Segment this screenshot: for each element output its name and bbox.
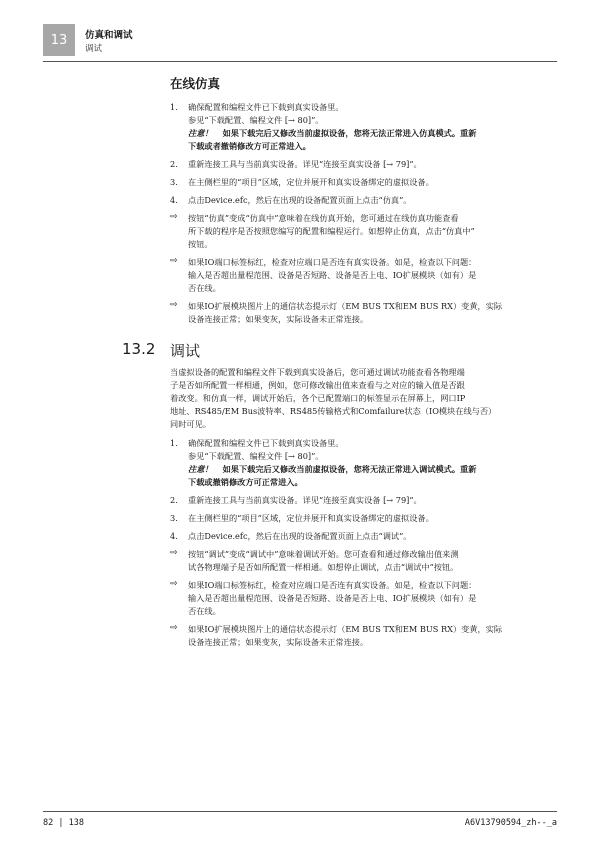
- result-arrow-icon: ⇨: [170, 300, 178, 310]
- step-number: 2.: [170, 495, 178, 505]
- intro-text-line: 子是否如所配置一样相通，例如，您可修改输出值来查看与之对应的输入值是否跟: [170, 380, 465, 390]
- step-item: [170, 194, 550, 207]
- section-number: 13.2: [122, 340, 156, 358]
- note-text-line: 下载或者撤销修改方可正常进入。: [188, 141, 311, 151]
- note-label: 注意！: [188, 464, 213, 474]
- step-text-line: 点击Device.efc，然后在出现的设备配置页面上点击“调试”。: [188, 531, 412, 541]
- result-text-line: 按钮“调试”变成“调试中”意味着调试开始。您可查看和通过修改输出值来测: [188, 549, 459, 559]
- step-item: [170, 158, 550, 171]
- page-number: 82 | 138: [43, 818, 84, 828]
- step-text-line: 重新连接工具与当前真实设备。详见“连接至真实设备 [→ 79]”。: [188, 159, 422, 169]
- note-text-line: 如果下载完后又修改当前虚拟设备，您将无法正常进入仿真模式。重新: [222, 128, 477, 138]
- intro-text-line: 地址、RS485/EM Bus波特率、RS485传输格式和Comfailure状态（IO模块在线与否）: [170, 406, 497, 416]
- section-heading: [122, 340, 550, 360]
- intro-text-line: 当虚拟设备的配置和编程文件下载到真实设备后，您可通过调试功能查看各物理端: [170, 367, 465, 377]
- result-text-line: 否在线。: [188, 606, 221, 616]
- step-text-line: 在主侧栏里的“项目”区域，定位并展开和真实设备绑定的虚拟设备。: [188, 177, 434, 187]
- result-arrow-icon: ⇨: [170, 548, 178, 558]
- header-divider: [43, 61, 557, 62]
- section-label: 调试: [85, 44, 103, 54]
- result-text-line: 如果IO扩展模块图片上的通信状态提示灯（EM BUS TX和EM BUS RX）变黄，实际: [188, 301, 503, 311]
- step-item: [170, 101, 550, 153]
- step-number: 4.: [170, 531, 178, 541]
- chapter-title: 仿真和调试: [85, 30, 133, 41]
- note-block: [188, 463, 550, 489]
- result-text-line: 设备连接正常；如果变灰，实际设备未正常连接。: [188, 637, 369, 647]
- step-text-line: 参见“下载配置、编程文件 [→ 80]”。: [188, 115, 324, 125]
- result-item: [170, 212, 550, 251]
- result-item: [170, 623, 550, 649]
- step-text-line: 在主侧栏里的“项目”区域，定位并展开和真实设备绑定的虚拟设备。: [188, 513, 434, 523]
- step-text-line: 重新连接工具与当前真实设备。详见“连接至真实设备 [→ 79]”。: [188, 495, 422, 505]
- result-text-line: 试各物理端子是否如所配置一样相通。如想停止调试，点击“调试中”按钮。: [188, 562, 459, 572]
- result-text-line: 输入是否超出量程范围、设备是否短路、设备是否上电、IO扩展模块（如有）是: [188, 270, 477, 280]
- step-item: [170, 176, 550, 189]
- result-item: [170, 300, 550, 326]
- result-arrow-icon: ⇨: [170, 623, 178, 633]
- step-number: 3.: [170, 177, 178, 187]
- page-content: [122, 74, 550, 654]
- result-arrow-icon: ⇨: [170, 579, 178, 589]
- result-text-line: 所下载的程序是否按照您编写的配置和编程运行。如想停止仿真，点击“仿真中”: [188, 226, 475, 236]
- step-text-line: 点击Device.efc，然后在出现的设备配置页面上点击“仿真”。: [188, 195, 412, 205]
- step-number: 1.: [170, 438, 178, 448]
- result-item: [170, 579, 550, 618]
- note-text-line: 下载或撤销修改方可正常进入。: [188, 477, 303, 487]
- result-text-line: 按钮“仿真”变成“仿真中”意味着在线仿真开始，您可通过在线仿真功能查看: [188, 213, 459, 223]
- step-number: 3.: [170, 513, 178, 523]
- step-item: [170, 437, 550, 489]
- online-sim-list: [170, 101, 550, 326]
- result-text-line: 输入是否超出量程范围、设备是否短路、设备是否上电、IO扩展模块（如有）是: [188, 593, 477, 603]
- result-item: [170, 256, 550, 295]
- step-text-line: 确保配置和编程文件已下载到真实设备里。: [188, 438, 344, 448]
- note-text-line: 如果下载完后又修改当前虚拟设备，您将无法正常进入调试模式。重新: [222, 464, 477, 474]
- result-text-line: 如果IO端口标签标红，检查对应端口是否连有真实设备。如是，检查以下问题：: [188, 580, 477, 590]
- chapter-number-box: [43, 24, 75, 56]
- result-text-line: 如果IO端口标签标红，检查对应端口是否连有真实设备。如是，检查以下问题：: [188, 257, 477, 267]
- note-block: [188, 127, 550, 153]
- step-item: [170, 494, 550, 507]
- document-id: A6V13790594_zh--_a: [464, 818, 557, 828]
- result-text-line: 按钮。: [188, 239, 213, 249]
- result-item: [170, 548, 550, 574]
- debug-list: [170, 437, 550, 649]
- step-number: 4.: [170, 195, 178, 205]
- result-text-line: 否在线。: [188, 283, 221, 293]
- step-text-line: 确保配置和编程文件已下载到真实设备里。: [188, 102, 344, 112]
- intro-text-line: 同时可见。: [170, 419, 211, 429]
- result-arrow-icon: ⇨: [170, 212, 178, 222]
- intro-text-line: 着改变。和仿真一样，调试开始后，各个已配置端口的标签显示在屏幕上，网口IP: [170, 393, 466, 403]
- step-item: [170, 530, 550, 543]
- step-item: [170, 512, 550, 525]
- step-number: 2.: [170, 159, 178, 169]
- result-text-line: 设备连接正常；如果变灰，实际设备未正常连接。: [188, 314, 369, 324]
- step-number: 1.: [170, 102, 178, 112]
- section-intro: [170, 366, 550, 431]
- chapter-number: 13: [50, 32, 68, 48]
- result-text-line: 如果IO扩展模块图片上的通信状态提示灯（EM BUS TX和EM BUS RX）变黄，实际: [188, 624, 503, 634]
- section-title: 调试: [170, 342, 201, 360]
- online-sim-heading: 在线仿真: [170, 76, 221, 91]
- result-arrow-icon: ⇨: [170, 256, 178, 266]
- step-text-line: 参见“下载配置、编程文件 [→ 80]”。: [188, 451, 324, 461]
- note-label: 注意！: [188, 128, 213, 138]
- footer-divider: [43, 811, 557, 812]
